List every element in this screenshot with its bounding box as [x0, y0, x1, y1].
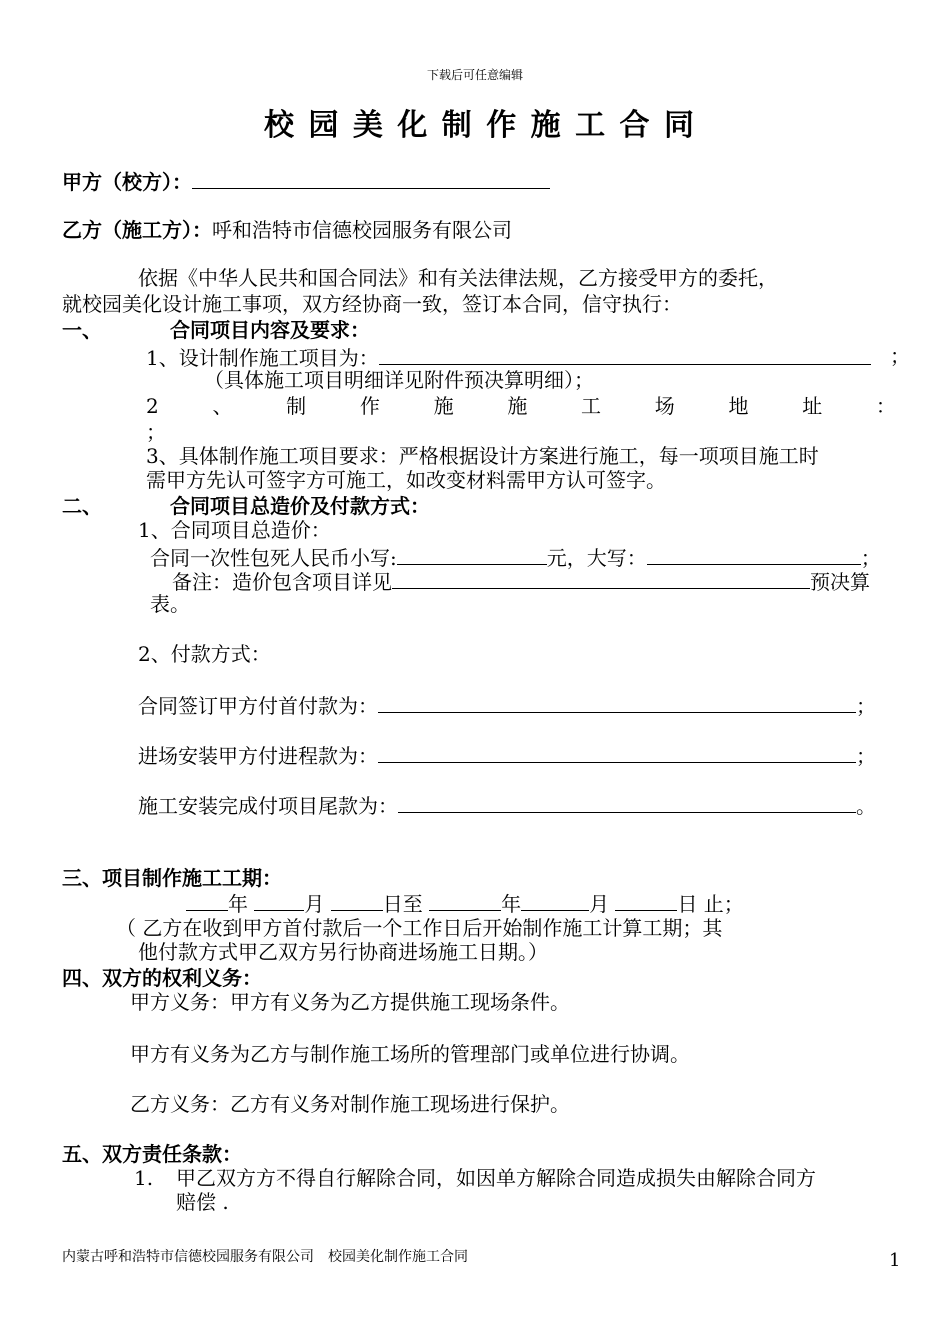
- item2-char: 址: [802, 394, 823, 418]
- party-a-line: [62, 168, 550, 194]
- item2-char: 、: [212, 394, 233, 418]
- payment-2-end: ；: [856, 744, 876, 768]
- payment-3-line: [138, 792, 876, 818]
- price-prefix: 合同一次性包死人民币小写:: [150, 546, 397, 570]
- item2-char: 制: [286, 394, 307, 418]
- party-a-label: 甲方（校方）：: [62, 170, 192, 194]
- sec4-line3: 乙方义务：乙方有义务对制作施工现场进行保护。: [130, 1092, 570, 1116]
- intro-line-1: 依据《中华人民共和国合同法》和有关法律法规，乙方接受甲方的委托，: [138, 266, 778, 290]
- item2-char: 工: [581, 394, 602, 418]
- sec1-item1: [146, 344, 871, 370]
- section-1-heading: 合同项目内容及要求：: [170, 318, 370, 342]
- section-3-heading: 三、项目制作施工工期：: [62, 866, 282, 890]
- page-title: 校 园 美 化 制 作 施 工 合 同: [264, 108, 696, 143]
- end-month-label: 月: [589, 892, 610, 916]
- start-month-label: 月: [304, 892, 325, 916]
- payment-1-label: 合同签订甲方付首付款为：: [138, 694, 378, 718]
- start-year-blank[interactable]: [186, 890, 228, 911]
- section-4-heading: 四、双方的权利义务：: [62, 966, 262, 990]
- start-day-to: 日至: [382, 892, 423, 916]
- start-month-blank[interactable]: [254, 890, 304, 911]
- sec4-line2: 甲方有义务为乙方与制作施工场所的管理部门或单位进行协调。: [130, 1042, 690, 1066]
- schedule-line: [186, 890, 744, 916]
- payment-1-blank[interactable]: [378, 692, 856, 713]
- sec5-item1-line1: 甲乙双方方不得自行解除合同，如因单方解除合同造成损失由解除合同方: [176, 1166, 816, 1190]
- payment-2-label: 进场安装甲方付进程款为：: [138, 744, 378, 768]
- section-2-heading: 合同项目总造价及付款方式：: [170, 494, 430, 518]
- item2-char: 地: [728, 394, 749, 418]
- sec1-item3-line2: 需甲方先认可签字方可施工，如改变材料需甲方认可签字。: [146, 468, 666, 492]
- payment-1-end: ；: [856, 694, 876, 718]
- sec1-item1-note: （具体施工项目明细详见附件预决算明细）；: [204, 368, 594, 392]
- sec2-remark-line2: 表。: [150, 592, 190, 616]
- section-5-heading: 五、双方责任条款：: [62, 1142, 242, 1166]
- party-b-line: [62, 218, 512, 242]
- party-b-value: 呼和浩特市信德校园服务有限公司: [212, 218, 512, 242]
- price-upper-blank[interactable]: [647, 544, 861, 565]
- remark-prefix: 备注：造价包含项目详见: [172, 570, 392, 594]
- end-day-blank[interactable]: [615, 890, 677, 911]
- sec1-item2-justified: [146, 394, 896, 418]
- price-end: ；: [860, 546, 881, 570]
- sec3-note-line2: 他付款方式甲乙双方另行协商进场施工日期。）: [138, 940, 548, 964]
- item2-char: 施: [433, 394, 454, 418]
- sec2-price-line: [150, 544, 881, 570]
- payment-1-line: [138, 692, 876, 718]
- sec1-item1-semicolon: ；: [890, 344, 910, 368]
- sec4-line1: 甲方义务：甲方有义务为乙方提供施工现场条件。: [130, 990, 570, 1014]
- sec1-item2-tail: ；: [146, 420, 166, 444]
- payment-2-blank[interactable]: [378, 742, 856, 763]
- sec2-remark-line: [172, 568, 870, 594]
- party-a-blank[interactable]: [192, 168, 550, 189]
- end-year-label: 年: [501, 892, 522, 916]
- footer-text: 内蒙古呼和浩特市信德校园服务有限公司 校园美化制作施工合同: [62, 1249, 468, 1265]
- end-day-label: 日 止；: [677, 892, 744, 916]
- sec5-item1-number: 1.: [134, 1166, 154, 1190]
- item2-char: ：: [875, 394, 896, 418]
- payment-2-line: [138, 742, 876, 768]
- sec1-item1-label: 1、设计制作施工项目为：: [146, 346, 379, 370]
- payment-3-end: 。: [856, 794, 876, 818]
- end-year-blank[interactable]: [429, 890, 501, 911]
- section-2-number: 二、: [62, 494, 102, 518]
- start-year-label: 年: [228, 892, 248, 916]
- item2-char: 作: [359, 394, 380, 418]
- payment-3-blank[interactable]: [398, 792, 856, 813]
- start-day-blank[interactable]: [331, 890, 383, 911]
- sec1-item3-line1: 3、具体制作施工项目要求：严格根据设计方案进行施工，每一项项目施工时: [146, 444, 819, 468]
- intro-line-2: 就校园美化设计施工事项，双方经协商一致，签订本合同，信守执行：: [62, 292, 682, 316]
- section-1-number: 一、: [62, 318, 102, 342]
- item2-char: 施: [507, 394, 528, 418]
- item2-char: 2: [146, 394, 159, 418]
- price-yuan: 元，大写：: [546, 546, 647, 570]
- payment-3-label: 施工安装完成付项目尾款为：: [138, 794, 398, 818]
- end-month-blank[interactable]: [521, 890, 589, 911]
- sec1-item1-blank[interactable]: [379, 344, 871, 365]
- page-number: 1: [889, 1250, 901, 1271]
- remark-suffix: 预决算: [810, 570, 870, 594]
- sec2-item2-label: 2、付款方式：: [138, 642, 271, 666]
- header-note: 下载后可任意编辑: [426, 68, 523, 82]
- item2-char: 场: [654, 394, 675, 418]
- party-b-label: 乙方（施工方）：: [62, 218, 212, 242]
- price-lower-blank[interactable]: [397, 544, 547, 565]
- remark-blank[interactable]: [392, 568, 810, 589]
- sec2-item1-label: 1、合同项目总造价：: [138, 518, 331, 542]
- sec5-item1-line2: 赔偿 .: [176, 1190, 229, 1214]
- sec3-note-line1: （ 乙方在收到甲方首付款后一个工作日后开始制作施工计算工期；其: [116, 916, 723, 940]
